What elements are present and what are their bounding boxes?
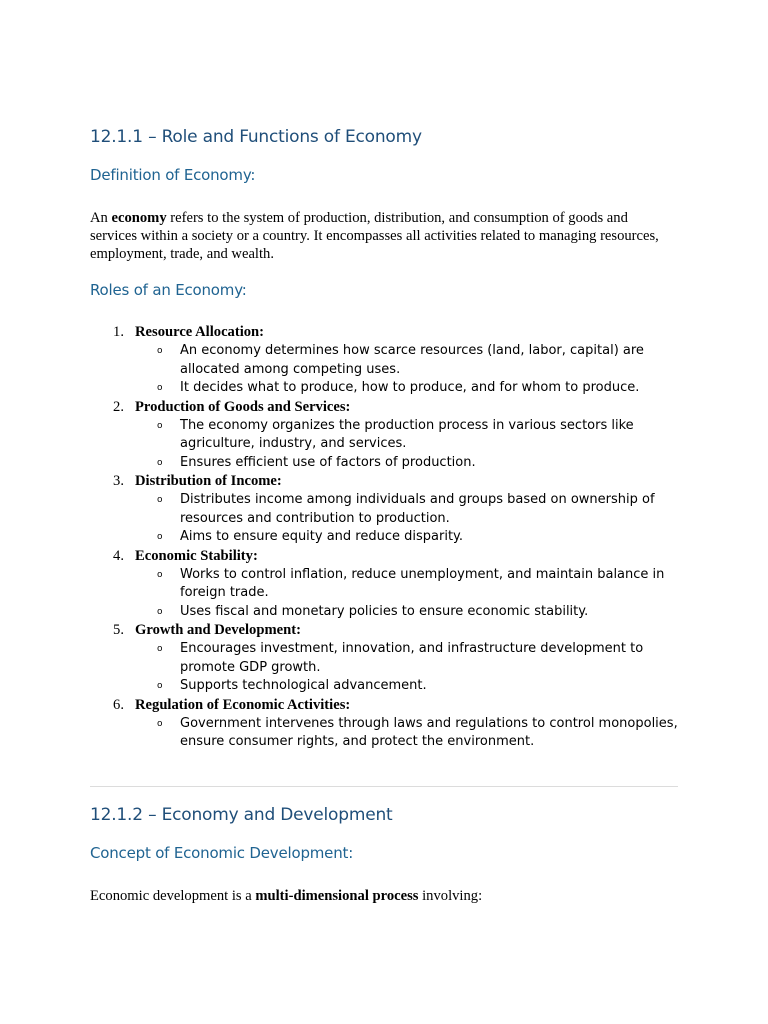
hollow-bullet-icon: o: [157, 457, 163, 468]
role-point: [135, 454, 680, 473]
role-item: [90, 696, 690, 752]
role-title: Growth and Development:: [135, 622, 301, 638]
role-point-text: Distributes income among individuals and groups based on ownership of resources and contribution to production.: [180, 492, 655, 526]
role-item: [90, 472, 690, 547]
role-points: [135, 491, 690, 547]
roles-list: [90, 323, 690, 752]
role-point: [135, 417, 680, 454]
role-point-text: Works to control inflation, reduce unemployment, and maintain balance in foreign trade.: [180, 566, 665, 600]
hollow-bullet-icon: o: [157, 346, 163, 356]
hollow-bullet-icon: o: [157, 681, 163, 691]
section-divider: [90, 786, 678, 787]
hollow-bullet-icon: o: [157, 569, 163, 580]
role-point-text: Government intervenes through laws and regulations to control monopolies, ensure consumer rights, and protect the environment.: [180, 715, 678, 749]
role-point-text: Supports technological advancement.: [180, 678, 427, 693]
hollow-bullet-icon: o: [157, 532, 163, 542]
role-points: [135, 566, 690, 622]
role-number: 3.: [113, 473, 124, 489]
hollow-bullet-icon: o: [157, 606, 163, 617]
hollow-bullet-icon: o: [157, 718, 163, 729]
definition-bold-term: economy: [111, 210, 167, 226]
concept-intro-paragraph: [90, 887, 670, 905]
role-point-text: An economy determines how scarce resources (land, labor, capital) are allocated among competing uses.: [180, 343, 644, 377]
role-number: 4.: [113, 547, 124, 564]
role-points: [135, 417, 690, 473]
definition-paragraph: [90, 209, 670, 263]
role-item: [90, 398, 690, 473]
role-number: 6.: [113, 696, 124, 713]
role-item: [90, 547, 690, 622]
role-points: [135, 640, 690, 696]
role-point: [135, 528, 680, 547]
role-number: 5.: [113, 622, 124, 638]
role-item: [90, 621, 690, 696]
hollow-bullet-icon: o: [157, 383, 163, 393]
role-number: 2.: [113, 398, 124, 415]
intro-bold-term: multi-dimensional process: [255, 888, 419, 904]
section-heading-12-1-1: 12.1.1 – Role and Functions of Economy: [90, 127, 422, 147]
role-points: [135, 715, 690, 752]
hollow-bullet-icon: o: [157, 644, 163, 654]
role-point: [135, 491, 680, 528]
intro-rest: involving:: [418, 888, 483, 904]
role-title: Resource Allocation:: [135, 324, 265, 340]
concept-heading: Concept of Economic Development:: [90, 844, 354, 862]
role-point-text: It decides what to produce, how to produce, and for whom to produce.: [180, 380, 640, 395]
role-title: Economic Stability:: [135, 547, 258, 564]
definition-heading: Definition of Economy:: [90, 166, 256, 184]
hollow-bullet-icon: o: [157, 420, 163, 431]
definition-prefix: An: [90, 210, 112, 226]
role-point-text: Ensures efficient use of factors of production.: [180, 454, 476, 470]
role-number: 1.: [113, 324, 124, 340]
role-point-text: Encourages investment, innovation, and infrastructure development to promote GDP growth.: [180, 641, 644, 675]
role-point: [135, 603, 680, 622]
role-title: Production of Goods and Services:: [135, 398, 351, 415]
section-heading-12-1-2: 12.1.2 – Economy and Development: [90, 805, 393, 825]
role-title: Distribution of Income:: [135, 473, 282, 489]
role-point-text: Uses fiscal and monetary policies to ensure economic stability.: [180, 603, 589, 619]
role-point: [135, 566, 680, 603]
role-point: [135, 379, 680, 398]
role-point: [135, 715, 680, 752]
role-point: [135, 677, 680, 696]
role-point: [135, 342, 680, 379]
role-point: [135, 640, 680, 677]
role-item: [90, 323, 690, 398]
role-title: Regulation of Economic Activities:: [135, 696, 351, 713]
hollow-bullet-icon: o: [157, 495, 163, 505]
definition-body: refers to the system of production, distribution, and consumption of goods and services within a society or a country. It encompasses all activities related to managing resources, employment, trade, and wealth.: [90, 210, 659, 262]
role-points: [135, 342, 690, 398]
intro-prefix: Economic development is a: [90, 888, 256, 904]
roles-heading: Roles of an Economy:: [90, 281, 247, 299]
role-point-text: The economy organizes the production process in various sectors like agriculture, industry, and services.: [180, 417, 634, 451]
role-point-text: Aims to ensure equity and reduce disparity.: [180, 529, 464, 544]
